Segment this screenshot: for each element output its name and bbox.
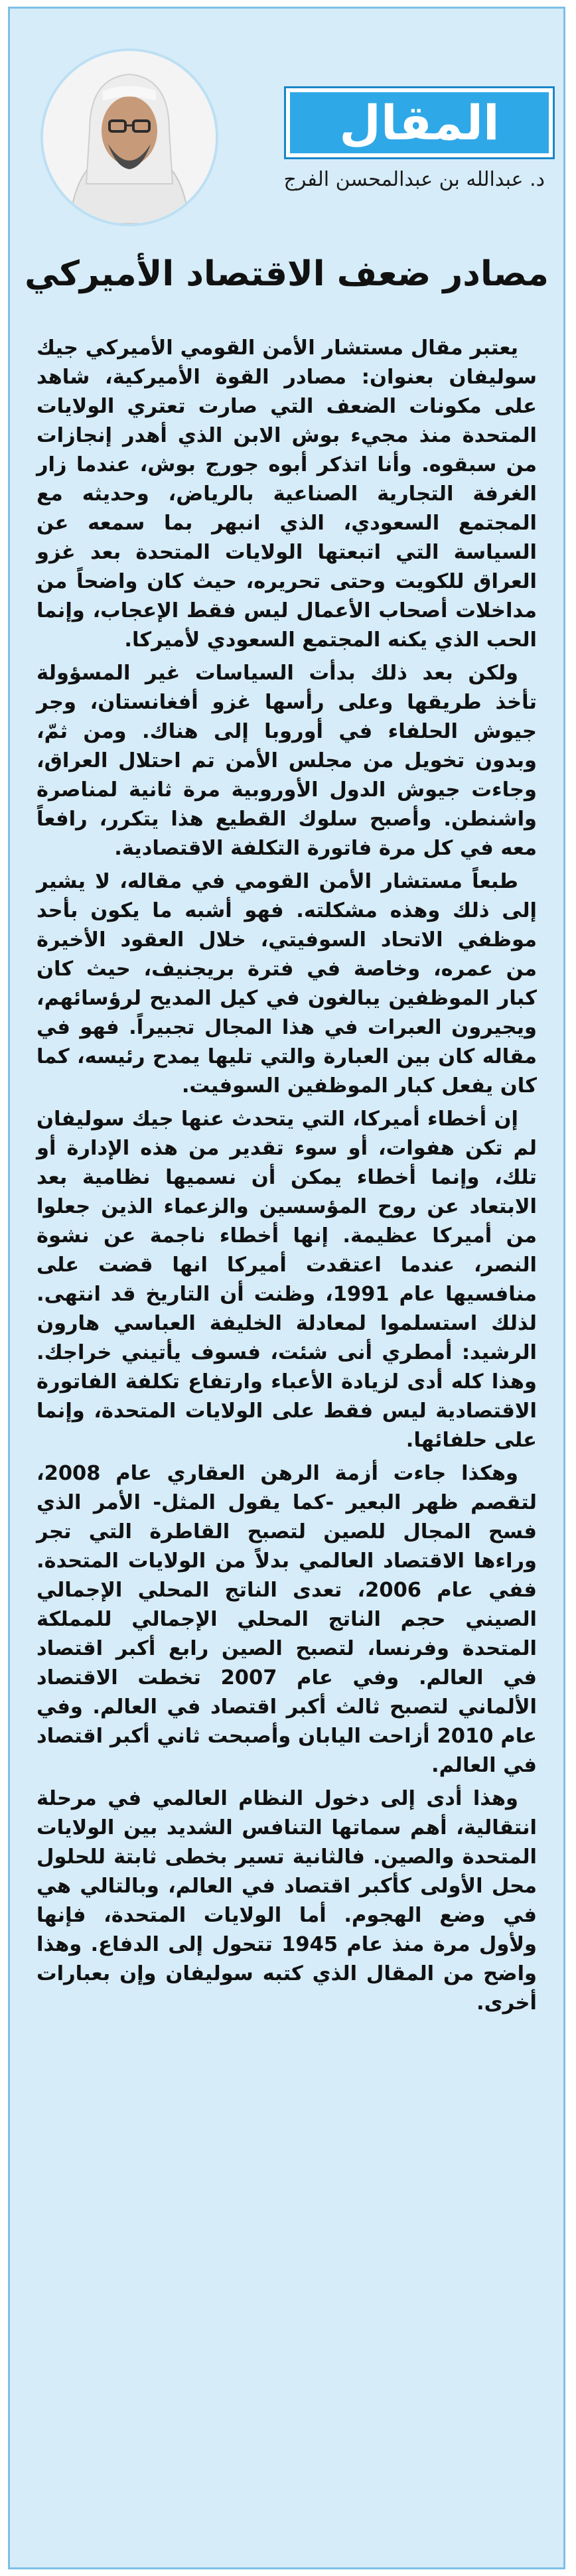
author-photo	[40, 48, 218, 226]
article-paragraph-4: إن أخطاء أميركا، التي يتحدث عنها جيك سوليفان لم تكن هفوات، أو سوء تقدير من هذه الإدارة أو تلك، وإنما أخطاء يمكن أن نسميها نظامية بعد الابتعاد عن روح المؤسسين والزعماء الذين جعلوا من أميركا عظيمة. إنها أخطاء ناجمة عن نشوة النصر، عندما اعتقدت أميركا انها قضت على منافسيها عام 1991، وظنت أن التاريخ قد انتهى. لذلك استسلموا لمعادلة الخليفة العباسي هارون الرشيد: أمطري أنى شئت، فسوف يأتيني خراجك. وهذا كله أدى لزيادة الأعباء وارتفاع تكلفة الفاتورة الاقتصادية ليس فقط على الولايات المتحدة، وإنما على حلفائها.	[36, 1108, 537, 1452]
article-paragraph-5: وهكذا جاءت أزمة الرهن العقاري عام 2008، لتقصم ظهر البعير -كما يقول المثل- الأمر الذي فسح المجال للصين لتصبح القاطرة التي تجر وراءها الاقتصاد العالمي بدلاً من الولايات المتحدة. ففي عام 2006، تعدى الناتج المحلي الإجمالي الصيني حجم الناتج المحلي الإجمالي للمملكة المتحدة وفرنسا، لتصبح الصين رابع أكبر اقتصاد في العالم. وفي عام 2007 تخطت الاقتصاد الألماني لتصبح ثالث أكبر اقتصاد في العالم. وفي عام 2010 أزاحت اليابان وأصبحت ثاني أكبر اقتصاد في العالم.	[36, 1462, 537, 1777]
author-name: د. عبدالله بن عبدالمحسن الفرج	[283, 168, 545, 191]
article-paragraph-1: يعتبر مقال مستشار الأمن القومي الأميركي جيك سوليفان بعنوان: مصادر القوة الأميركية، شاهد على مكونات الضعف التي صارت تعتري الولايات المتحدة منذ مجيء بوش الابن الذي أهدر إنجازات من سبقوه. وأنا اتذكر أبوه جورج بوش، عندما زار الغرفة التجارية الصناعية بالرياض، وحديثه مع المجتمع السعودي، الذي انبهر بما سمعه عن السياسة التي اتبعتها الولايات المتحدة بعد غزو العراق للكويت وحتى تحريره، حيث كان واضحاً من مداخلات أصحاب الأعمال ليس فقط الإعجاب، وإنما الحب الذي يكنه المجتمع السعودي لأميركا.	[36, 336, 537, 652]
article-body	[36, 334, 537, 2022]
article-paragraph-6: وهذا أدى إلى دخول النظام العالمي في مرحلة انتقالية، أهم سماتها التنافس الشديد بين الولايات المتحدة والصين. فالثانية تسير بخطى ثابتة للحلول محل الأولى كأكبر اقتصاد في العالم، وبالتالي هي في وضع الهجوم. أما الولايات المتحدة، فإنها ولأول مرة منذ عام 1945 تتحول إلى الدفاع. وهذا واضح من المقال الذي كتبه سوليفان وإن بعبارات أخرى.	[36, 1787, 537, 2015]
article-page	[8, 7, 565, 2569]
section-label: المقال	[286, 88, 553, 157]
article-paragraph-3: طبعاً مستشار الأمن القومي في مقاله، لا يشير إلى ذلك وهذه مشكلته. فهو أشبه ما يكون بأحد موظفي الاتحاد السوفيتي، خلال العقود الأخيرة من عمره، وخاصة في فترة بريجنيف، حيث كان كبار الموظفين يبالغون في كيل المديح لرؤسائهم، ويجيرون العبرات في هذا المجال تجبيراً. فهو في مقاله كان بين العبارة والتي تليها يمدح رئيسه، كما كان يفعل كبار الموظفين السوفيت.	[36, 870, 537, 1098]
article-paragraph-2: ولكن بعد ذلك بدأت السياسات غير المسؤولة تأخذ طريقها وعلى رأسها غزو أفغانستان، وجر جيوش الحلفاء في أوروبا إلى هناك. ومن ثمّ، وبدون تخويل من مجلس الأمن تم احتلال العراق، وجاءت جيوش الدول الأوروبية مرة ثانية لمناصرة واشنطن. وأصبح سلوك القطيع هذا يتكرر، رافعاً معه في كل مرة فاتورة التكلفة الاقتصادية.	[36, 662, 537, 860]
article-header	[10, 9, 567, 228]
article-title: مصادر ضعف الاقتصاد الأميركي	[25, 254, 549, 294]
author-portrait-icon	[43, 51, 216, 224]
